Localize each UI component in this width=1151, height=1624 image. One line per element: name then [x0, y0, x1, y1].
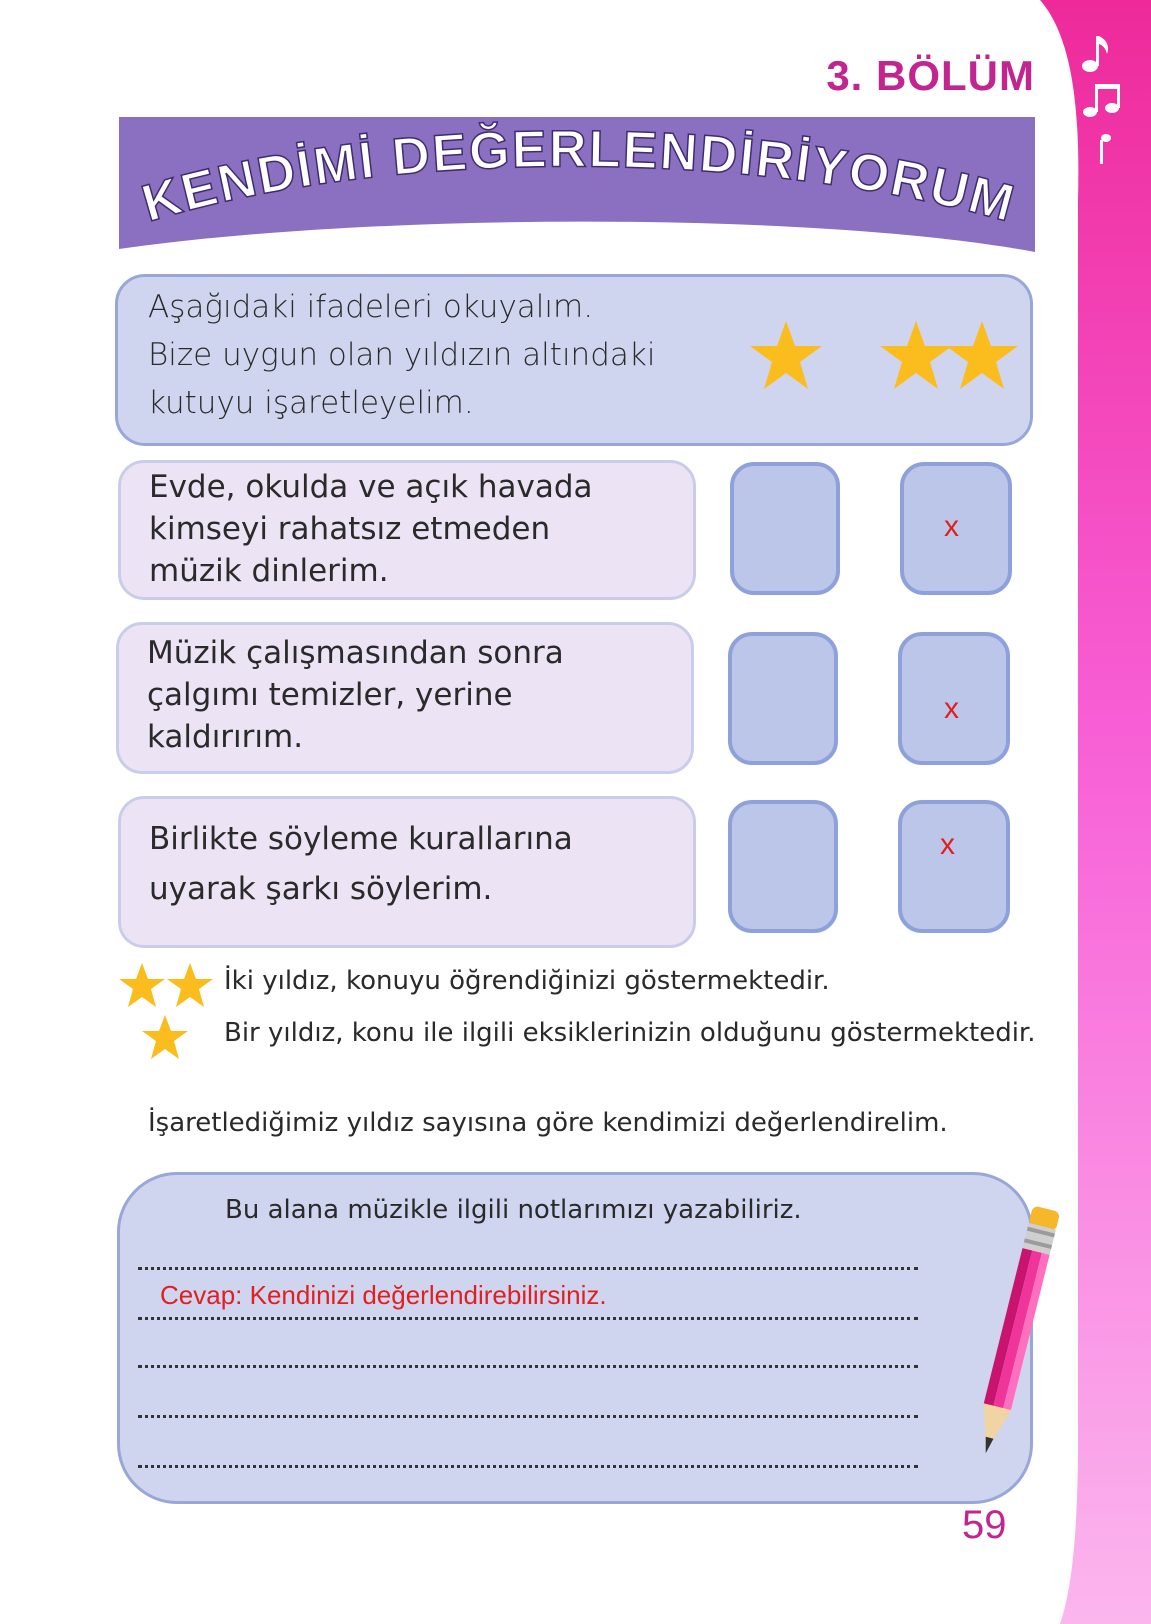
two-star-checkbox[interactable] — [898, 632, 1010, 765]
instruction-line: Bize uygun olan yıldızın altındaki — [148, 337, 656, 373]
check-mark: x — [944, 692, 959, 725]
statement-line: çalgımı temizler, yerine — [147, 677, 513, 713]
writing-line — [138, 1465, 918, 1468]
section-label: 3. BÖLÜM — [826, 52, 1035, 99]
two-stars-icon — [118, 962, 216, 1010]
legend-one-star: Bir yıldız, konu ile ilgili eksiklerinizin olduğunu göstermektedir. — [224, 1018, 1036, 1048]
statement-line: Evde, okulda ve açık havada — [149, 469, 593, 505]
statement-card — [118, 796, 696, 948]
page-number: 59 — [962, 1503, 1007, 1547]
statement-line: kimseyi rahatsız etmeden — [149, 511, 551, 547]
legend-two-stars: İki yıldız, konuyu öğrendiğinizi göstermektedir. — [224, 966, 830, 996]
writing-line — [138, 1317, 918, 1320]
statement-line: müzik dinlerim. — [149, 553, 389, 589]
two-star-checkbox[interactable] — [900, 462, 1012, 595]
one-star-checkbox[interactable] — [728, 632, 838, 765]
instruction-panel — [115, 274, 1033, 446]
statement-line: Müzik çalışmasından sonra — [147, 635, 564, 671]
check-mark: x — [940, 828, 955, 861]
notes-prompt: Bu alana müzikle ilgili notlarımızı yazabiliriz. — [225, 1195, 802, 1225]
check-mark: x — [944, 510, 959, 543]
two-stars-icon — [878, 319, 1020, 391]
one-star-checkbox[interactable] — [728, 800, 838, 933]
evaluate-instruction: İşaretlediğimiz yıldız sayısına göre kendimizi değerlendirelim. — [148, 1108, 948, 1138]
instruction-line: kutuyu işaretleyelim. — [148, 385, 474, 421]
writing-line — [138, 1365, 918, 1368]
instruction-line: Aşağıdaki ifadeleri okuyalım. — [148, 289, 594, 325]
statement-line: Birlikte söyleme kurallarına — [149, 821, 573, 857]
writing-line — [138, 1267, 918, 1270]
one-star-checkbox[interactable] — [730, 462, 840, 595]
one-star-icon — [748, 319, 824, 391]
banner-title: KENDİMİ DEĞERLENDİRİYORUM — [135, 120, 1022, 234]
statement-line: uyarak şarkı söylerim. — [149, 871, 493, 907]
two-star-checkbox[interactable] — [898, 800, 1010, 933]
statement-line: kaldırırım. — [147, 719, 304, 755]
one-star-icon — [140, 1014, 190, 1062]
statement-card — [116, 622, 694, 774]
notes-panel — [117, 1172, 1033, 1504]
music-notes-icon — [1078, 30, 1133, 170]
statement-card — [118, 460, 696, 600]
pencil-icon — [970, 1205, 1060, 1475]
answer-text: Cevap: Kendinizi değerlendirebilirsiniz. — [160, 1280, 607, 1310]
title-banner — [119, 117, 1035, 252]
writing-line — [138, 1415, 918, 1418]
